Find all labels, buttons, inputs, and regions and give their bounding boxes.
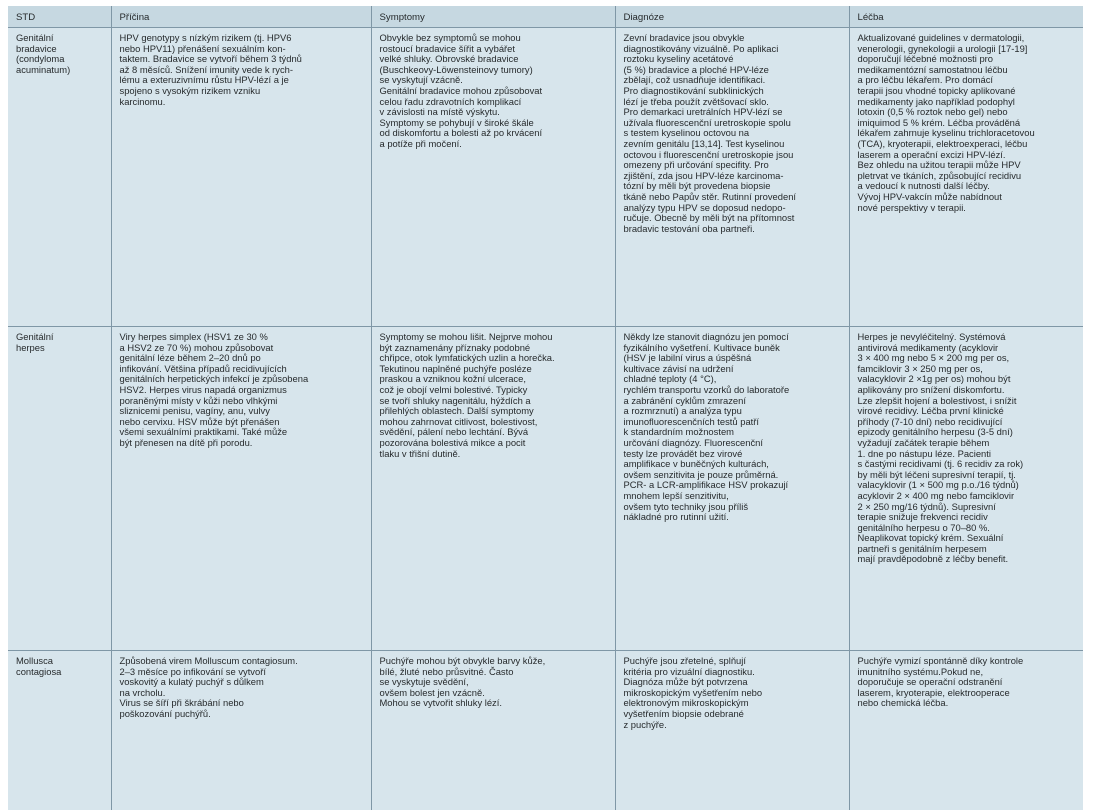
cell-symptoms: Puchýře mohou být obvykle barvy kůže, bílé, žluté nebo průsvitné. Často se vyskytuje svědění, ovšem bolest jen vzácně. Mohou se vytvořit shluky lézí. — [371, 651, 615, 810]
table-row — [8, 327, 1083, 651]
header-diagnosis: Diagnóze — [615, 6, 849, 28]
table-row — [8, 28, 1083, 327]
table-row — [8, 651, 1083, 810]
cell-cause: Viry herpes simplex (HSV1 ze 30 % a HSV2 ze 70 %) mohou způsobovat genitální léze během 2–20 dnů po infikování. Většina případů recidivujících genitálních herpetických infekcí je způsobena HSV2. Herpes virus napadá organizmus poraněnými místy v kůži nebo vlhkými sliznicemi penisu, vagíny, anu, vulvy nebo cervixu. HSV může být přenášen všemi sexuálními praktikami. Také může být přenesen na dítě při porodu. — [111, 327, 371, 651]
cell-std: Genitální bradavice (condyloma acuminatum) — [8, 28, 111, 327]
header-std: STD — [8, 6, 111, 28]
std-table — [8, 6, 1083, 810]
cell-treatment: Aktualizované guidelines v dermatologii, venerologii, gynekologii a urologii [17-19] doporučují léčebné možnosti pro medikamentózní samostatnou léčbu a pro léčbu lékařem. Pro domácí terapii jsou vhodné topicky aplikované medikamenty jako například podophyl lotoxin (0,5 % roztok nebo gel) nebo imiquimod 5 % krém. Léčba prováděná lékařem zahrnuje kyselinu trichloracetovou (TCA), kryoterapii, elektroexperaci, léčbu laserem a operační excizi HPV-lézí. Bez ohledu na užitou terapii může HPV pletrvat ve tkáních, způsobující recidivu a vedoucí k nutnosti další léčby. Vývoj HPV-vakcín může nabídnout nové perspektivy v terapii. — [849, 28, 1083, 327]
cell-treatment: Herpes je nevyléčitelný. Systémová antivirová medikamenty (acyklovir 3 × 400 mg nebo 5 × 200 mg per os, famciklovir 3 × 250 mg per os, valacyklovir 2 ×1g per os) mohou být aplikovány pro snížení diskomfortu. Lze zlepšit hojení a bolestivost, i snížit virové recidivy. Léčba první klinické příhody (7-10 dní) nebo recidivující epizody genitálního herpesu (3-5 dní) vyžadují začátek terapie během 1. dne po nástupu léze. Pacienti s častými recidivami (tj. 6 recidiv za rok) by měli být léčeni supresivní terapií, tj. valacyklovir (1 × 500 mg p.o./16 týdnů) acyklovir 2 × 400 mg nebo famciklovir 2 × 250 mg/16 týdnů). Supresivní terapie snižuje frekvenci recidiv genitálního herpesu o 70–80 %. Neaplikovat topický krém. Sexuální partneři s genitálním herpesem mají pravděpodobně z léčby benefit. — [849, 327, 1083, 651]
cell-std: Genitální herpes — [8, 327, 111, 651]
table-header-row — [8, 6, 1083, 28]
cell-std: Mollusca contagiosa — [8, 651, 111, 810]
cell-treatment: Puchýře vymizí spontánně díky kontrole imunitního systému.Pokud ne, doporučuje se operační odstranění laserem, kryoterapie, elektrooperace nebo chemická léčba. — [849, 651, 1083, 810]
cell-diagnosis: Někdy lze stanovit diagnózu jen pomocí fyzikálního vyšetření. Kultivace buněk (HSV je labilní virus a úspěšná kultivace závisí na udržení chladné teploty (4 °C), rychlém transportu vzorků do laboratoře a zabránění cyklům zmrazení a rozmrznutí) a analýza typu imunofluorescenčních testů patří k standardním možnostem určování diagnózy. Fluorescenční testy lze provádět bez virové amplifikace v buněčných kulturách, ovšem senzitivita je pouze průměrná. PCR- a LCR-amplifikace HSV prokazují mnohem lepší senzitivitu, ovšem tyto techniky jsou příliš nákladné pro rutinní užití. — [615, 327, 849, 651]
cell-cause: Způsobená virem Molluscum contagiosum. 2–3 měsíce po infikování se vytvoří voskovitý a kulatý puchýř s důlkem na vrcholu. Virus se šíří při škrábání nebo poškozování puchýřů. — [111, 651, 371, 810]
cell-diagnosis: Zevní bradavice jsou obvykle diagnostikovány vizuálně. Po aplikaci roztoku kyseliny acetátové (5 %) bradavice a ploché HPV-léze zbělají, což usnadňuje identifikaci. Pro diagnostikování subklinických lézí je třeba použít zvětšovací sklo. Pro demarkaci uretrálních HPV-lézí se užívala fluorescenční uretroskopie spolu s testem kyselinou octovou na zevním genitálu [13,14]. Test kyselinou octovou i fluorescenční uretroskopie jsou omezeny při určování specifity. Pro zjištění, zda jsou HPV-léze karcinoma- tózní by měli být provedena biopsie tkáně nebo Papův stěr. Rutinní provedení analýzy typu HPV se doposud nedopo- ručuje. Obecně by měli být na přítomnost bradavic testování oba partneři. — [615, 28, 849, 327]
cell-symptoms: Obvykle bez symptomů se mohou rostoucí bradavice šířit a vybářet velké shluky. Obrovské bradavice (Buschkeovy-Löwensteinovy tumory) se vyskytují vzácně. Genitální bradavice mohou způsobovat celou řadu zdravotních komplikací v závislosti na místě výskytu. Symptomy se pohybují v široké škále od diskomfortu a bolesti až po krvácení a potíže při močení. — [371, 28, 615, 327]
cell-symptoms: Symptomy se mohou lišit. Nejprve mohou být zaznamenány příznaky podobné chřipce, otok lymfatických uzlin a horečka. Tekutinou naplněné puchýře posléze praskou a vzniknou kožní ulcerace, což je obojí velmi bolestivé. Typicky se tvoří shluky nagenitálu, hýždích a přilehlých oblastech. Další symptomy mohou zahrnovat citlivost, bolestivost, svědění, pálení nebo lechtání. Bývá pozorována bolestivá mikce a pocit tlaku v třišní dutině. — [371, 327, 615, 651]
header-symptoms: Symptomy — [371, 6, 615, 28]
cell-cause: HPV genotypy s nízkým rizikem (tj. HPV6 nebo HPV11) přenášení sexuálním kon- taktem. Bradavice se vytvoří během 3 týdnů až 8 měsíců. Snížení imunity vede k rych- lému a exteruzivnímu růstu HPV-lézí a je spojeno s vysokým rizikem vzniku karcinomu. — [111, 28, 371, 327]
cell-diagnosis: Puchýře jsou zřetelné, splňují kritéria pro vizuální diagnostiku. Diagnóza může být potvrzena mikroskopickým vyšetřením nebo elektronovým mikroskopickým vyšetřením biopsie odebrané z puchýře. — [615, 651, 849, 810]
header-treatment: Léčba — [849, 6, 1083, 28]
header-cause: Příčina — [111, 6, 371, 28]
